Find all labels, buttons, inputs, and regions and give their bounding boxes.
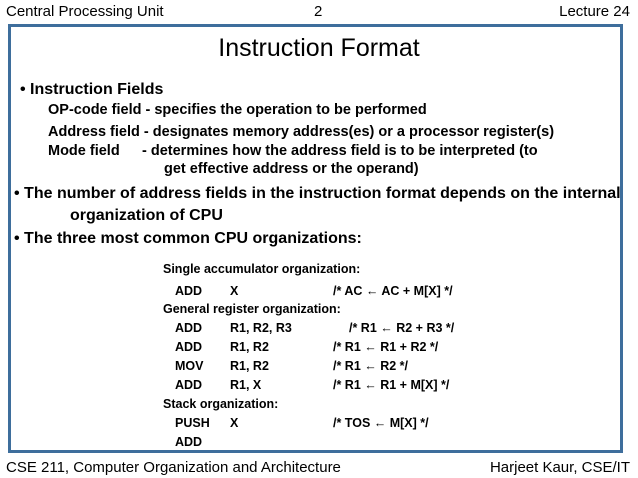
comment: /* R1 ← R1 + R2 */ bbox=[333, 340, 439, 354]
code-row bbox=[0, 340, 638, 359]
mode-field-desc-line1: - determines how the address field is to be interpreted (to bbox=[142, 143, 538, 159]
instruction-fields-heading: • Instruction Fields bbox=[20, 81, 164, 98]
general-register-heading: General register organization: bbox=[163, 302, 341, 316]
opcode: MOV bbox=[175, 359, 204, 373]
three-orgs-bullet: • The three most common CPU organizations: bbox=[14, 230, 362, 247]
opcode: ADD bbox=[175, 378, 203, 392]
opcode-field-text: OP-code field - specifies the operation to be performed bbox=[48, 102, 427, 118]
address-fields-bullet-line2: organization of CPU bbox=[70, 207, 223, 224]
code-row bbox=[0, 359, 638, 378]
code-row bbox=[0, 321, 638, 340]
operand: R1, X bbox=[230, 378, 262, 392]
page-number: 2 bbox=[314, 3, 323, 20]
mode-field-label: Mode field bbox=[48, 143, 120, 159]
opcode: ADD bbox=[175, 340, 203, 354]
code-row bbox=[0, 416, 638, 435]
address-fields-bullet-line1: • The number of address fields in the instruction format depends on the internal bbox=[14, 185, 621, 202]
slide-title: Instruction Format bbox=[218, 34, 420, 62]
header-lecture-number: Lecture 24 bbox=[559, 3, 630, 20]
header-course-title: Central Processing Unit bbox=[6, 3, 164, 20]
opcode: ADD bbox=[175, 435, 203, 449]
footer-course: CSE 211, Computer Organization and Architecture bbox=[6, 459, 341, 476]
comment: /* AC ← AC + M[X] */ bbox=[333, 284, 453, 298]
code-row bbox=[0, 435, 638, 454]
comment: /* TOS ← M[X] */ bbox=[333, 416, 429, 430]
operand: R1, R2 bbox=[230, 359, 269, 373]
operand: R1, R2, R3 bbox=[230, 321, 292, 335]
mode-field-desc-line2: get effective address or the operand) bbox=[164, 161, 419, 177]
stack-organization-heading: Stack organization: bbox=[163, 397, 279, 411]
comment: /* R1 ← R2 */ bbox=[333, 359, 409, 373]
single-accumulator-heading: Single accumulator organization: bbox=[163, 262, 361, 276]
comment: /* R1 ← R2 + R3 */ bbox=[349, 321, 455, 335]
comment: /* R1 ← R1 + M[X] */ bbox=[333, 378, 450, 392]
operand: R1, R2 bbox=[230, 340, 269, 354]
operand: X bbox=[230, 284, 239, 298]
footer-author: Harjeet Kaur, CSE/IT bbox=[489, 459, 630, 476]
address-field-text: Address field - designates memory address(es) or a processor register(s) bbox=[48, 124, 555, 140]
opcode: ADD bbox=[175, 284, 203, 298]
opcode: ADD bbox=[175, 321, 203, 335]
operand: X bbox=[230, 416, 239, 430]
code-row bbox=[0, 284, 638, 303]
code-row bbox=[0, 378, 638, 397]
opcode: PUSH bbox=[175, 416, 210, 430]
